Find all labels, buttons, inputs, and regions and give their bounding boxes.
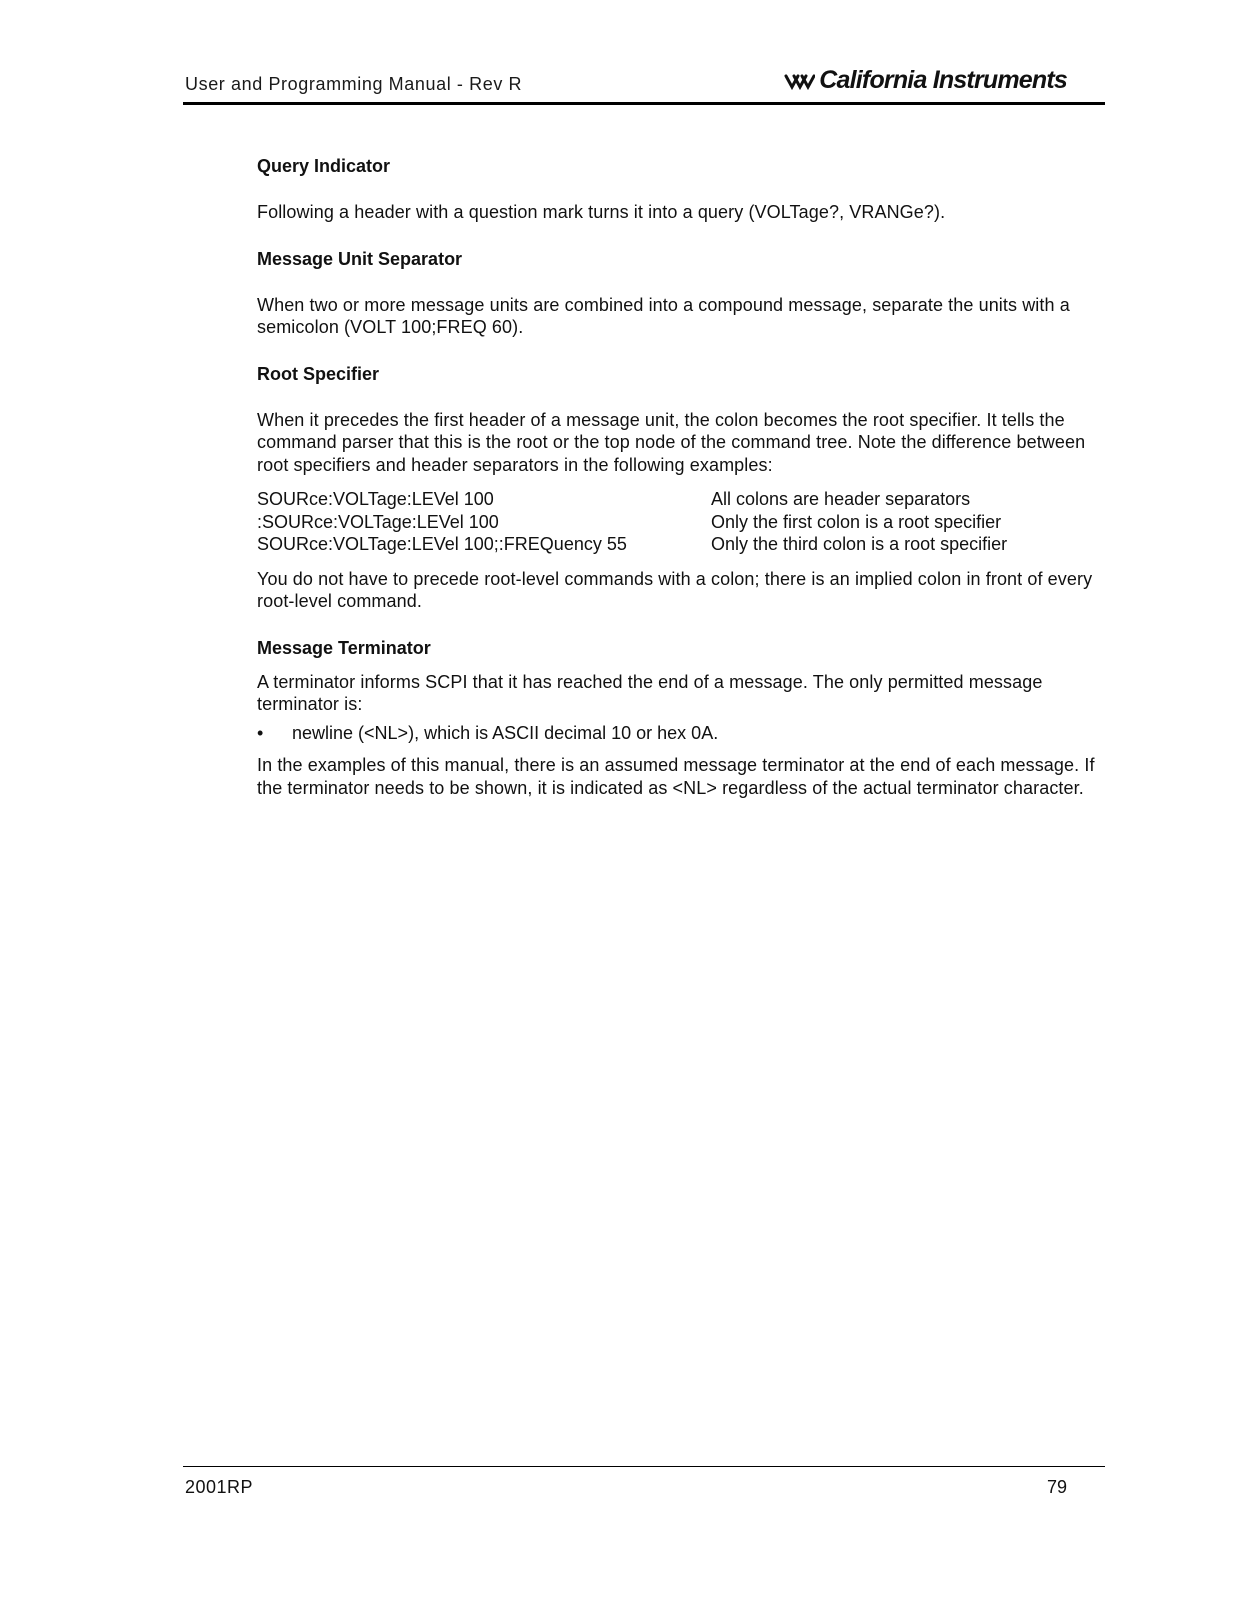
page-footer bbox=[183, 1466, 1105, 1497]
ci-logo-icon bbox=[783, 70, 815, 92]
root-note: You do not have to precede root-level commands with a colon; there is an implied colon in front of every root-level command. bbox=[257, 568, 1093, 611]
page-header bbox=[183, 66, 1105, 105]
brand-name: California Instruments bbox=[819, 66, 1067, 94]
section-heading-separator: Message Unit Separator bbox=[257, 248, 463, 269]
section-heading-query: Query Indicator bbox=[257, 156, 391, 176]
section-heading-root: Root Specifier bbox=[257, 363, 380, 384]
example-row bbox=[257, 533, 1107, 556]
root-paragraph: When it precedes the first header of a message unit, the colon becomes the root specifier. It tells the command parser that this is the root or the top node of the command tree. Note the difference between root specifiers and header separators in the following examples: bbox=[257, 409, 1086, 475]
example-row bbox=[257, 488, 1107, 511]
page-content bbox=[257, 156, 1107, 799]
example-row bbox=[257, 511, 1107, 534]
example-description: Only the first colon is a root specifier bbox=[711, 511, 1002, 532]
bullet-text: newline (<NL>), which is ASCII decimal 10 or hex 0A. bbox=[292, 722, 719, 743]
page-number: 79 bbox=[1046, 1477, 1067, 1497]
example-command: SOURce:VOLTage:LEVel 100 bbox=[257, 489, 494, 509]
bullet-item bbox=[257, 722, 1107, 745]
model-number: 2001RP bbox=[185, 1477, 254, 1497]
examples-table bbox=[257, 488, 1107, 556]
brand-logo bbox=[783, 66, 1067, 95]
example-command: :SOURce:VOLTage:LEVel 100 bbox=[257, 511, 499, 532]
separator-paragraph: When two or more message units are combined into a compound message, separate the units with a semicolon (VOLT 100;FREQ 60). bbox=[257, 294, 1070, 337]
example-command: SOURce:VOLTage:LEVel 100;:FREQuency 55 bbox=[257, 534, 627, 554]
manual-title: User and Programming Manual - Rev R bbox=[185, 74, 523, 94]
example-description: Only the third colon is a root specifier bbox=[711, 534, 1008, 554]
query-paragraph: Following a header with a question mark turns it into a query (VOLTage?, VRANGe?). bbox=[257, 202, 946, 222]
bullet-marker: • bbox=[257, 722, 264, 743]
terminator-note: In the examples of this manual, there is an assumed message terminator at the end of each message. If the terminator needs to be shown, it is indicated as <NL> regardless of the actual terminator character. bbox=[257, 755, 1095, 798]
example-description: All colons are header separators bbox=[711, 489, 971, 509]
terminator-paragraph: A terminator informs SCPI that it has reached the end of a message. The only permitted message terminator is: bbox=[257, 671, 1043, 714]
section-heading-terminator: Message Terminator bbox=[257, 637, 431, 658]
